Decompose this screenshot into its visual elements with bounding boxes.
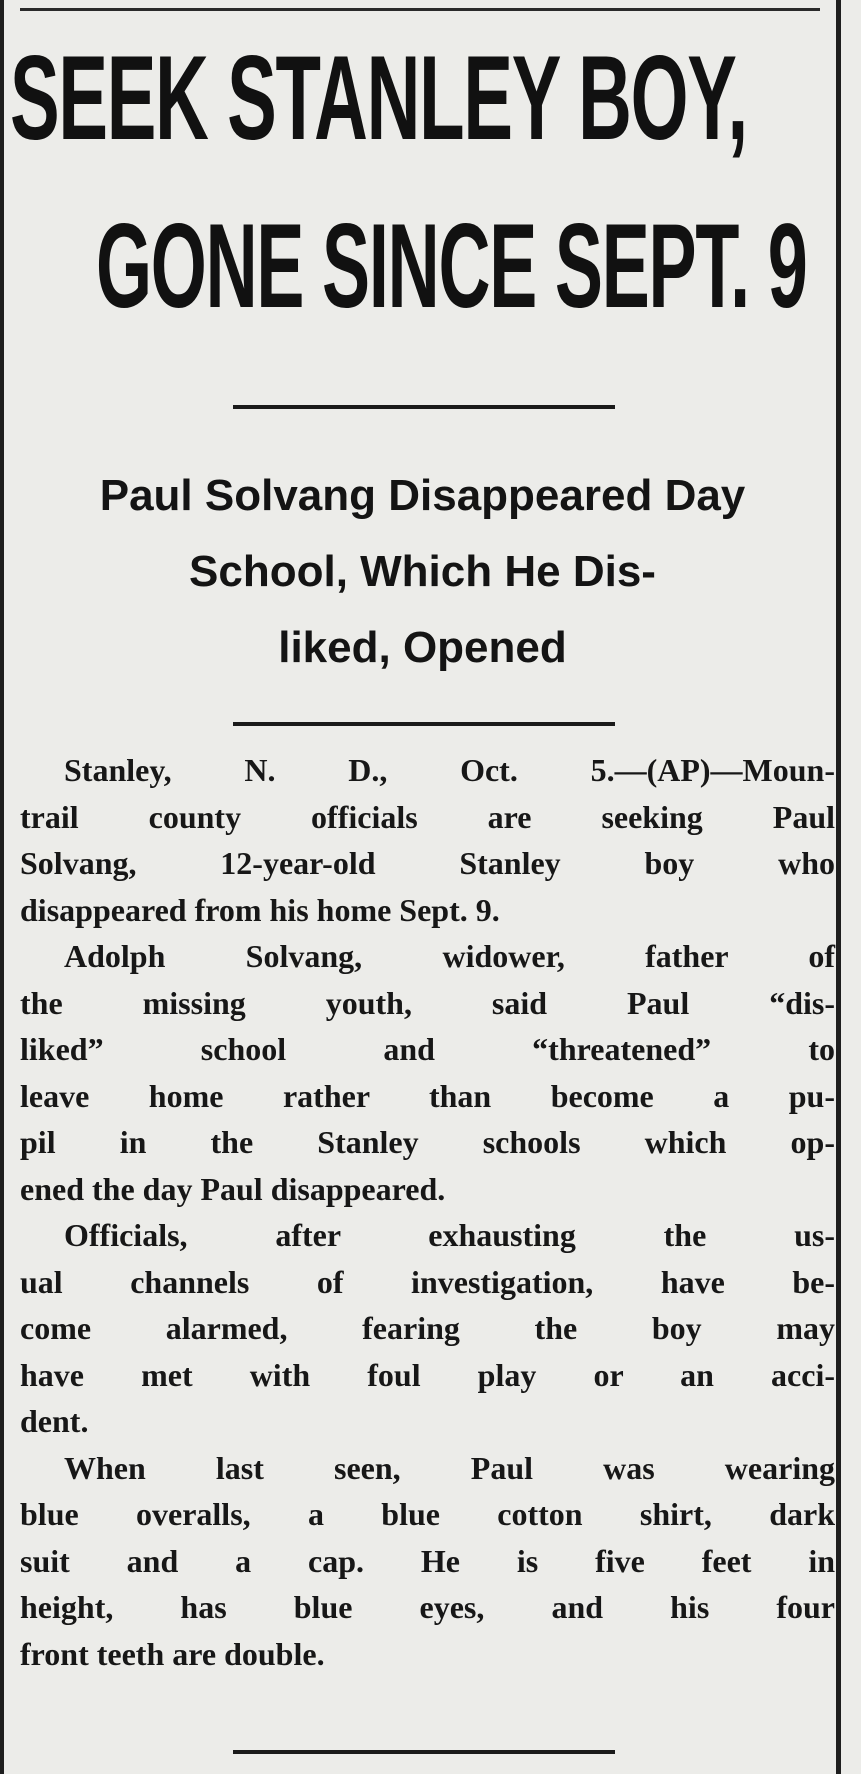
headline-rule [233,405,615,409]
subheadline [10,458,835,686]
article-line: Stanley, N. D., Oct. 5.—(AP)—Moun- [64,752,835,788]
article-line: Adolph Solvang, widower, father of [64,938,835,974]
article-line: leave home rather than become a pu- [20,1077,835,1114]
article-line: disappeared from his home Sept. 9. [20,891,500,928]
article-line: have met with foul play or an acci- [20,1356,835,1393]
article-line: front teeth are double. [20,1635,325,1672]
article-line: pil in the Stanley schools which op- [20,1124,835,1160]
article-line: suit and a cap. He is five feet in [20,1542,835,1579]
article-line: When last seen, Paul was wearing [64,1449,835,1486]
article-line: ened the day Paul disappeared. [20,1170,446,1207]
article-line: Officials, after exhausting the us- [64,1217,835,1253]
article-line: blue overalls, a blue cotton shirt, dark [20,1496,835,1532]
article-line: the missing youth, said Paul “dis- [20,984,835,1021]
column-border-right [836,0,841,1774]
top-rule [20,8,820,11]
article-line: dent. [20,1403,89,1439]
end-rule [233,1750,615,1754]
subheadline-rule [233,722,615,726]
subheadline-line: School, Which He Dis- [189,547,656,596]
article-line: Solvang, 12-year-old Stanley boy who [20,845,835,881]
headline-line-1: SEEK STANLEY BOY, [10,31,747,165]
article-line: liked” school and “threatened” to [20,1031,835,1067]
headline-line-2: GONE SINCE SEPT. 9 [96,199,807,333]
subheadline-line: liked, Opened [278,623,567,672]
article-line: come alarmed, fearing the boy may [20,1310,835,1346]
article-body [20,747,835,1677]
article-line: trail county officials are seeking Paul [20,798,835,835]
column-border-left [0,0,4,1774]
subheadline-line: Paul Solvang Disappeared Day [99,471,746,520]
article-line: height, has blue eyes, and his four [20,1589,835,1625]
article-line: ual channels of investigation, have be- [20,1263,835,1300]
